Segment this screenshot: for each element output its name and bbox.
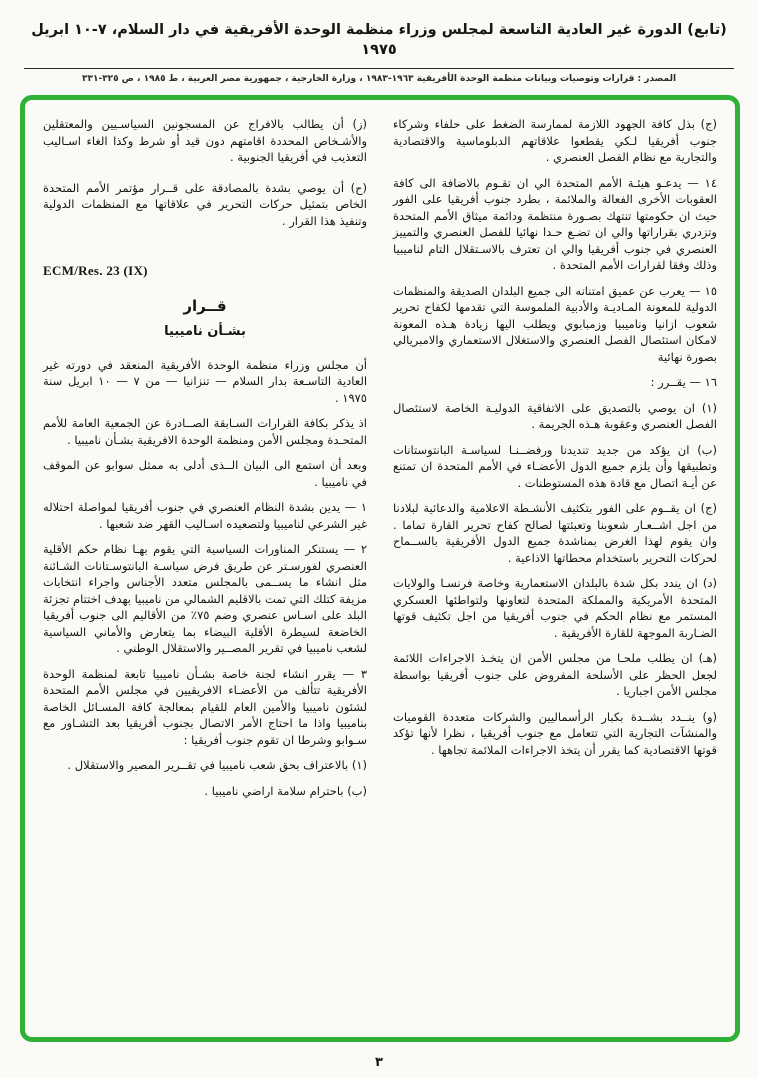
resolution-code: ECM/Res. 23 (IX) <box>43 263 148 278</box>
source-line: المصدر : قرارات وتوصيات وبيانات منظمة الوحدة الأفريقية ١٩٦٣-١٩٨٣ ، وزارة الخارجية ، جمهورية مصر العربية ، ط ١٩٨٥ ، ص ٣٢٥-٣٣١ <box>81 73 677 84</box>
paragraph: (هـ) ان يطلب ملحـا من مجلس الأمن ان يتخـذ الاجراءات اللائمة لجعل الحظر على الأسلحة المفروض على جنوب أفريقيا بواسطة مجلس الأمن اجباريا . <box>393 651 717 698</box>
paragraph: (ب) باحترام سلامة اراضي ناميبيا . <box>204 783 367 798</box>
resolution-subheading: بشـأن ناميبيا <box>164 324 246 339</box>
right-column <box>393 116 717 1023</box>
paragraph: ١٦ — يقــرر : <box>650 375 717 389</box>
header-divider <box>24 68 734 69</box>
page-header <box>0 0 758 84</box>
paragraph: ١٥ — يعرب عن عميق امتنانه الى جميع البلدان الصديقة والمنظمات الدولية للمعونة المـاديـة والأدبية الملموسة التي تقدمها لكفاح تحرير شعوب ازانيا وناميبيا وزمبابوي ويطلب اليها زيادة هـذه المعونة لامكان استئصال الفصل العنصري والاستغلال الاستعماري والامبريالي بصورة نهائية <box>393 283 717 364</box>
paragraph: (ب) ان يؤكد من جديد تنديدنا ورفضــنـا لسياسـة البانتوستانات وتطبيقها وأن يلزم جميع الدول الأعضـاء في الأمم المتحدة ان تمتنع عن أيـة اتصال مع قادة هذه المستوطنات . <box>393 442 717 490</box>
paragraph: (١) ان يوصي بالتصديق على الاتفاقية الدوليـة الخاصة لاستئصال الفصل العنصري وعقوبة هـذه الجريمة . <box>393 400 717 431</box>
paragraph: ٢ — يستنكر المناورات السياسية التي يقوم بهـا نظام حكم الأقلية العنصري لفورسـتر عن طريق فرض سياسـة البانتوسـتانات الشـائنة مثل انشاء ما يســمى بالمجلس متعدد الأجناس واجراء انتخابات مزيفة كتلك التي تمت بالاقليم الشمالي من ناميبيا بهدف اختتام تجزئة البلد على اسـاس عنصري وضم ٧٥٪ من الأقاليم الى جنوب أفريقيا الخاضعة لسيطرة الأقلية البيضاء بما يتعارض والأماني السياسية لشعب ناميبيا في تقرير المصــير والاستقلال الوطني . <box>43 542 367 655</box>
paragraph: (١) بالاعتراف بحق شعب ناميبيا في تقــرير المصير والاستقلال . <box>67 758 367 772</box>
page-number: ٣ <box>375 1055 383 1070</box>
paragraph: (و) ينــدد بشــدة بكبار الرأسماليين والشركات متعددة القوميات والمنشآت التجارية التي تتعامل مع جنوب أفريقيا ، نظرا لأنها تؤكد قوتها الاقتصادية كما يقرر أن يتخذ الاجراءات الملائمة تجاهها . <box>393 709 717 757</box>
paragraph: اذ يذكر بكافة القرارات السـابقة الصــادرة عن الجمعية العامة للأمم المتحـدة ومجلس الأمن ومنظمة الوحدة الافريقية بشـأن ناميبيا . <box>43 416 367 447</box>
resolution-heading: قــرار <box>183 296 227 315</box>
paragraph: ٣ — يقرر انشاء لجنة خاصة بشـأن ناميبيا تابعة لمنظمة الوحدة الأفريقية تتألف من الأعضـاء الافريقيين في مجلس الأمم المتحدة لشئون ناميبيا والأمين العام للقيام بمعالجة كافة المسـائل الخاصة بناميبيا واذا ما احتاج الأمر الاتصال بجنوب أفريقيا بعد التشـاور مع سـوابو وشرطا ان تقوم جنوب أفريقيا : <box>43 666 367 747</box>
paragraph: (د) ان يندد بكل شدة بالبلدان الاستعمارية وخاصة فرنسـا والولايات المتحدة الأمريكية والمملكة المتحدة لتعاونها ولتواطئها العسكري المستمر مع نظام الحكم في جنوب أفريقيا من اجل تكثيف قوتها الضـاربة الموجهة للقارة الأفريقية . <box>393 576 717 640</box>
page-header-title: (تابع) الدورة غير العادية التاسعة لمجلس وزراء منظمة الوحدة الأفريقية في دار السلام، ٧-١٠ ابريل ١٩٧٥ <box>31 22 727 59</box>
paragraph: أن مجلس وزراء منظمة الوحدة الأفريقية المنعقد في دورته غير العادية التاسـعة بدار السلام — تنزانيا — من ٧ — ١٠ ابريل سنة ١٩٧٥ . <box>43 357 368 405</box>
paragraph: (ج) ان يقــوم على الفور بتكثيف الأنشـطة الاعلامية والدعائية لبلادنا من اجل اشــعـار شعوبنا وتعبئتها لصالح كفاح تحرير القارة تماما . وان يقوم لهذا الغرض بمناشدة جميع الدول الأفريقية بالســماح لحركات التحرير باستخدام محطاتها الاذاعية . <box>393 501 717 565</box>
paragraph: (ز) أن يطالب بالافراج عن المسجونين السياسـيين والمعتقلين والأشـخاص المحددة اقامتهم دون قيد أو شرط وكذا الغاء اسـاليب التعذيب في أفريقيا الجنوبية . <box>43 117 367 164</box>
page-footer <box>0 1051 758 1070</box>
paragraph: (ج) بذل كافة الجهود اللازمة لممارسة الضغط على حلفاء وشركاء جنوب أفريقيا لـكي يقطعوا علاقاتهم الدبلوماسية والاقتصادية والتجارية مع نظام الفصل العنصري . <box>393 117 717 164</box>
paragraph: ١٤ — يدعـو هيئـة الأمم المتحدة الي ان تقـوم بالاضافة الى كافة العقوبات الأخرى الفعالة والملائمة ، بطرد جنوب أفريقيا على الفور حيث ان حكومتها تنتهك بصـورة منتظمة ودائمة ميثاق الأمم المتحدة وتزدري بقراراتها والي ان تضـع حـدا نهائيا للفصل العنصري والتمييز العنصري في جنوب أفريقيا والي ان تعترف بالاسـتقلال التام لناميبيا وذلك وفقا لقرارات الأمم المتحدة . <box>393 175 717 272</box>
left-column <box>43 116 367 1023</box>
paragraph: (ح) أن يوصي بشدة بالمصادقة على قــرار مؤتمر الأمم المتحدة الخاص بتمثيل حركات التحرير في علاقاتها مع المنظمات الدولية وتنفيذ هذا القرار . <box>43 180 367 228</box>
paragraph: وبعد أن استمع الى البيان الــذى أدلى به ممثل سوابو عن الموقف في ناميبيا . <box>43 458 367 489</box>
paragraph: ١ — يدين بشدة النظام العنصري في جنوب أفريقيا لمواصلة احتلاله غير الشرعي لناميبيا ولتصعيده اسـاليب القهر ضد شعبها . <box>43 500 367 531</box>
content-frame <box>20 95 740 1042</box>
